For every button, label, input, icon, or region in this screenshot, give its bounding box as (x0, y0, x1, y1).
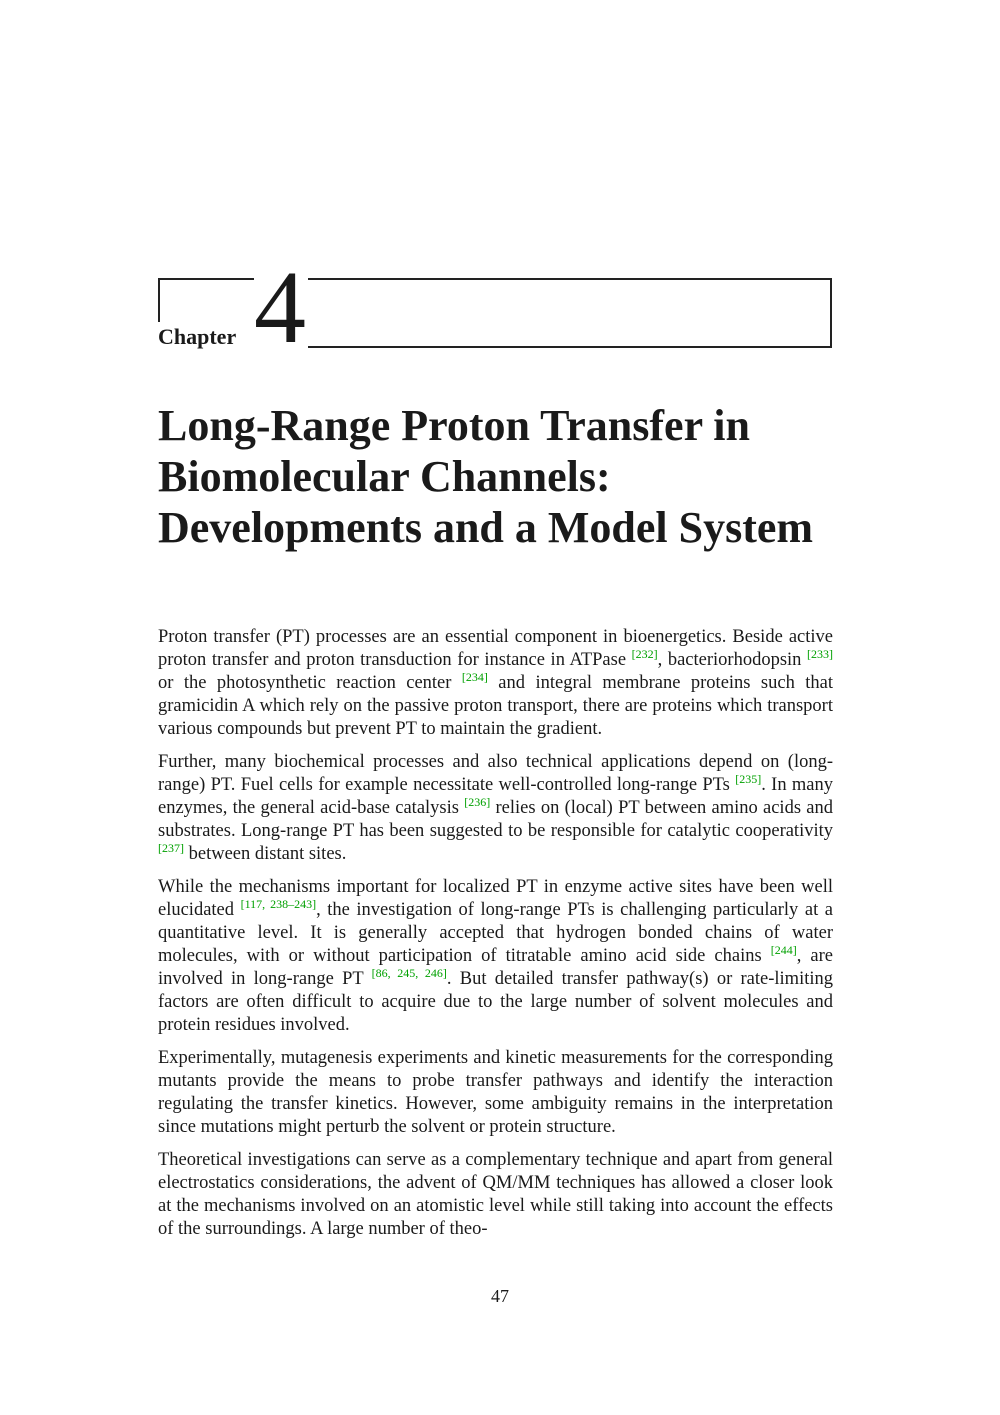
citation-link[interactable]: [244] (770, 943, 797, 957)
title-line: Long-Range Proton Transfer in (158, 401, 751, 450)
text-run: relies on (local) PT between amino acids and substrates. Long-range PT has been suggested to be responsible for catalytic cooperativity (158, 798, 833, 841)
chapter-number: 4 (254, 250, 306, 365)
text-run: , are involved in long-range PT (158, 946, 833, 989)
citation-link[interactable]: [232] (631, 647, 658, 661)
citation-link[interactable]: [235] (735, 772, 762, 786)
body-text (158, 626, 833, 1251)
citation-link[interactable]: [234] (461, 670, 488, 684)
citation-link[interactable]: [117, 238–243] (240, 897, 317, 911)
text-run: , bacteriorhodopsin (657, 650, 807, 670)
paragraph (158, 751, 833, 866)
chapter-label: Chapter (158, 324, 237, 349)
paragraph: Theoretical investigations can serve as a complementary technique and apart from general electrostatics considerations, the advent of QM/MM techniques has allowed a closer look at the mechanisms involved on an atomistic level while still taking into account the effects of the surroundings. A large number of theo- (158, 1150, 833, 1239)
citation-link[interactable]: [86, 245, 246] (371, 966, 447, 980)
paragraph: Experimentally, mutagenesis experiments and kinetic measurements for the corresponding mutants provide the means to probe transfer pathways and identify the interaction regulating the transfer kinetics. However, some ambiguity remains in the interpretation since mutations might perturb the solvent or protein structure. (158, 1048, 833, 1137)
paragraph (158, 876, 833, 1037)
page-number: 47 (491, 1286, 509, 1306)
text-run: Further, many biochemical processes and also technical applications depend on (long-range) PT. Fuel cells for example necessitate well-controlled long-range PTs (158, 752, 833, 795)
title-line: Biomolecular Channels: (158, 452, 611, 501)
chapter-title (158, 400, 858, 553)
title-line: Developments and a Model System (158, 503, 814, 552)
frame-box (308, 278, 832, 348)
text-run: . But detailed transfer pathway(s) or rate-limiting factors are often difficult to acquire due to the large number of solvent molecules and protein residues involved. (158, 969, 833, 1035)
text-run: Proton transfer (PT) processes are an essential component in bioenergetics. Beside active proton transfer and proton transduction for instance in ATPase (158, 627, 833, 670)
text-run: . In many enzymes, the general acid-base catalysis (158, 775, 834, 818)
frame-rule (158, 278, 160, 322)
text-run: between distant sites. (184, 844, 347, 864)
text-run: and integral membrane proteins such that gramicidin A which rely on the passive proton transport, there are proteins which transport various compounds but prevent PT to maintain the gradient. (158, 673, 834, 739)
citation-link[interactable]: [236] (464, 795, 491, 809)
citation-link[interactable]: [233] (807, 647, 833, 661)
frame-rule (158, 278, 254, 280)
paragraph (158, 626, 833, 741)
text-run: , the investigation of long-range PTs is challenging particularly at a quantitative level. It is generally accepted that hydrogen bonded chains of water molecules, with or without participation of titratable amino acid side chains (158, 900, 833, 966)
citation-link[interactable]: [237] (158, 841, 184, 855)
text-run: While the mechanisms important for localized PT in enzyme active sites have been well elucidated (158, 877, 833, 920)
chapter-heading-frame (158, 250, 832, 365)
text-run: or the photosynthetic reaction center (158, 673, 462, 693)
